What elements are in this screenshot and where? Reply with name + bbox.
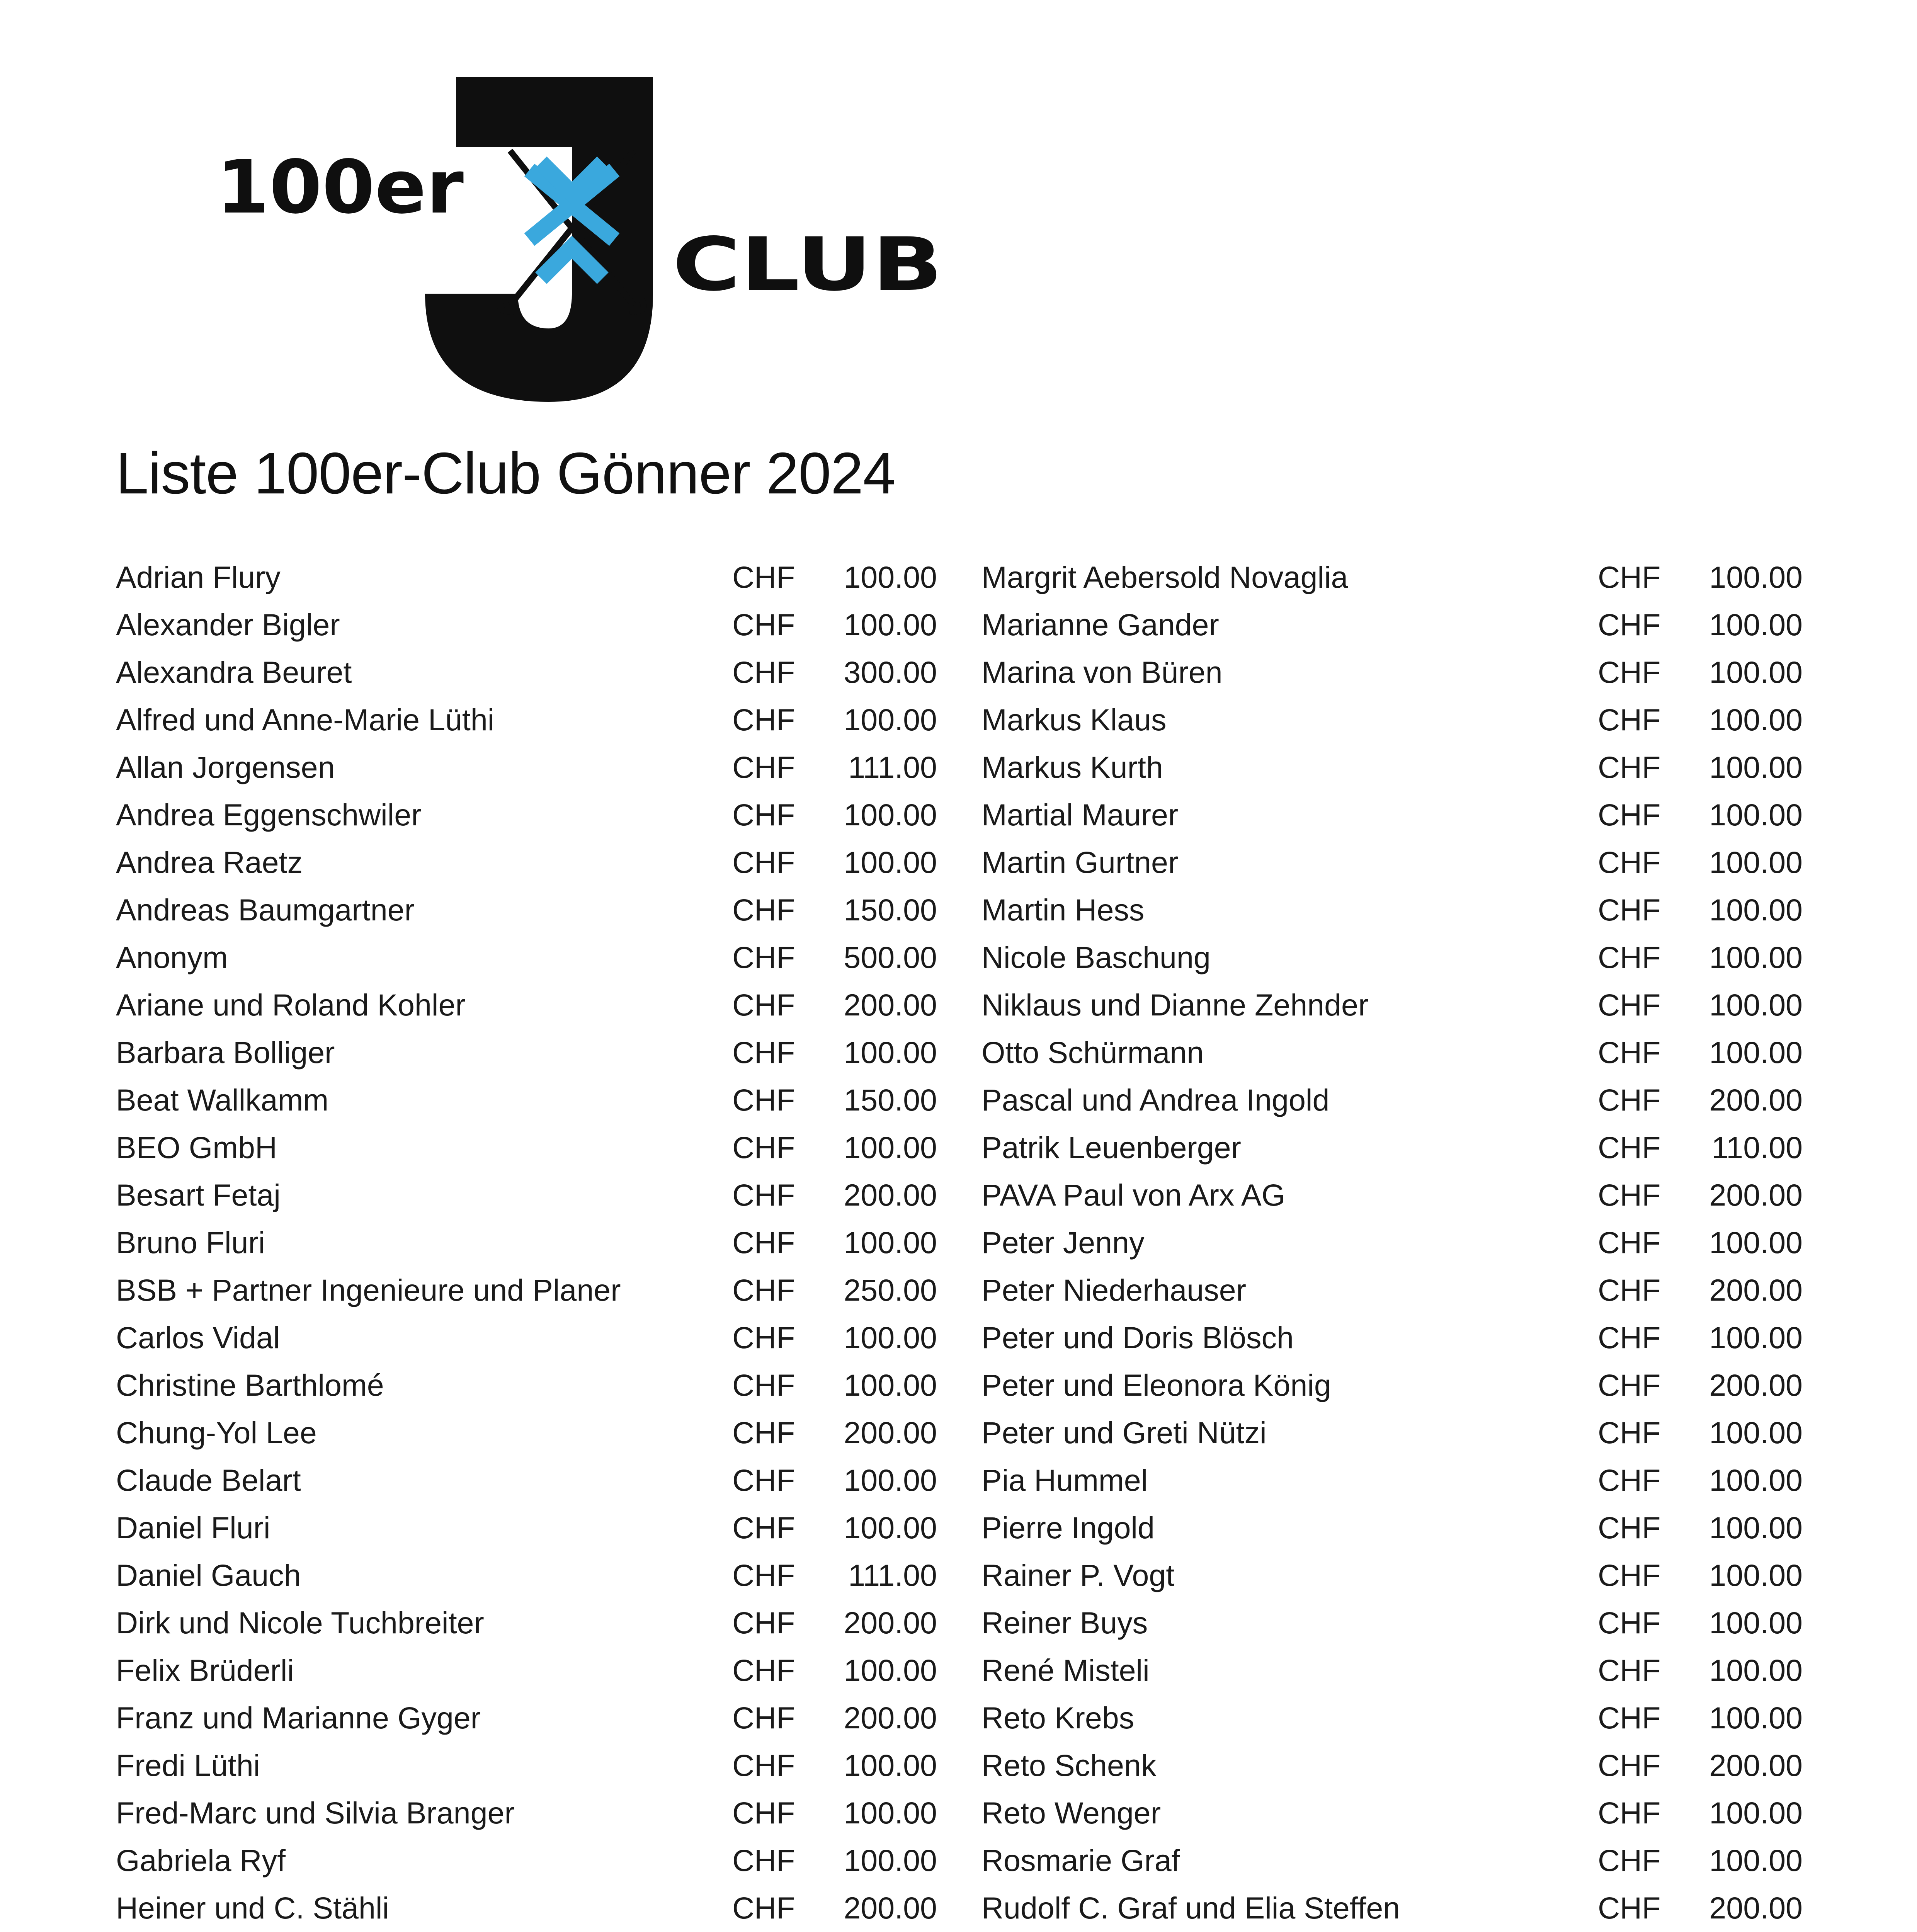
- donor-currency: CHF: [1598, 798, 1661, 832]
- donor-currency: CHF: [1598, 1083, 1661, 1117]
- donor-name: Besart Fetaj: [116, 1178, 281, 1212]
- donor-currency: CHF: [1598, 1320, 1661, 1355]
- donor-amount: 100.00: [844, 1796, 937, 1830]
- donor-amount: 111.00: [848, 1558, 937, 1592]
- donor-currency: CHF: [1598, 1415, 1661, 1450]
- donor-currency: CHF: [1598, 750, 1661, 784]
- donor-currency: CHF: [732, 750, 795, 784]
- donor-currency: CHF: [1598, 702, 1661, 737]
- page-title: Liste 100er-Club Gönner 2024: [116, 440, 895, 506]
- donor-name: Carlos Vidal: [116, 1320, 280, 1355]
- donor-currency: CHF: [732, 1083, 795, 1117]
- donor-name: Peter und Eleonora König: [981, 1368, 1331, 1402]
- donor-amount: 100.00: [1709, 1510, 1803, 1545]
- donor-amount: 100.00: [1709, 1558, 1803, 1592]
- donor-amount: 200.00: [1709, 1891, 1803, 1925]
- donor-name: Martin Gurtner: [981, 845, 1179, 879]
- donor-amount: 100.00: [844, 607, 937, 642]
- donor-name: Reiner Buys: [981, 1605, 1148, 1640]
- donor-amount: 100.00: [844, 1368, 937, 1402]
- donor-name: Adrian Flury: [116, 560, 281, 594]
- donor-amount: 200.00: [1709, 1748, 1803, 1782]
- donor-name: Felix Brüderli: [116, 1653, 294, 1687]
- donor-currency: CHF: [732, 845, 795, 879]
- donor-currency: CHF: [1598, 1891, 1661, 1925]
- donor-amount: 200.00: [844, 1891, 937, 1925]
- donor-currency: CHF: [732, 1368, 795, 1402]
- donor-currency: CHF: [1598, 1748, 1661, 1782]
- donor-name: Anonym: [116, 940, 228, 975]
- donor-name: Markus Klaus: [981, 702, 1167, 737]
- donor-name: Nicole Baschung: [981, 940, 1211, 975]
- donor-currency: CHF: [1598, 607, 1661, 642]
- donor-name: Gabriela Ryf: [116, 1843, 286, 1878]
- donor-name: PAVA Paul von Arx AG: [981, 1178, 1286, 1212]
- donor-name: Alexandra Beuret: [116, 655, 352, 689]
- donor-currency: CHF: [732, 1273, 795, 1307]
- donor-currency: CHF: [732, 1320, 795, 1355]
- donor-currency: CHF: [1598, 1701, 1661, 1735]
- donor-currency: CHF: [1598, 845, 1661, 879]
- donor-amount: 100.00: [1709, 655, 1803, 689]
- donor-amount: 300.00: [844, 655, 937, 689]
- donor-currency: CHF: [1598, 1035, 1661, 1070]
- donor-currency: CHF: [732, 1605, 795, 1640]
- donor-name: Reto Wenger: [981, 1796, 1161, 1830]
- donor-amount: 100.00: [844, 1320, 937, 1355]
- donor-name: Beat Wallkamm: [116, 1083, 329, 1117]
- donor-currency: CHF: [1598, 655, 1661, 689]
- donor-amount: 100.00: [844, 1225, 937, 1260]
- donor-name: Marianne Gander: [981, 607, 1219, 642]
- donor-currency: CHF: [1598, 1273, 1661, 1307]
- donor-currency: CHF: [732, 1178, 795, 1212]
- donor-currency: CHF: [732, 1558, 795, 1592]
- donor-name: Peter Jenny: [981, 1225, 1145, 1260]
- donor-name: Rosmarie Graf: [981, 1843, 1180, 1878]
- donor-amount: 100.00: [844, 560, 937, 594]
- donor-amount: 100.00: [844, 1035, 937, 1070]
- donor-name: Martin Hess: [981, 893, 1145, 927]
- donor-amount: 100.00: [1709, 988, 1803, 1022]
- donor-currency: CHF: [732, 1415, 795, 1450]
- donor-currency: CHF: [1598, 1653, 1661, 1687]
- logo-text-100er: 100er: [216, 145, 464, 230]
- donor-amount: 100.00: [844, 1748, 937, 1782]
- donor-currency: CHF: [1598, 893, 1661, 927]
- donor-name: Reto Krebs: [981, 1701, 1135, 1735]
- donor-currency: CHF: [732, 1796, 795, 1830]
- donor-name: Pia Hummel: [981, 1463, 1148, 1497]
- donor-currency: CHF: [1598, 1368, 1661, 1402]
- donor-currency: CHF: [732, 1843, 795, 1878]
- donor-amount: 200.00: [1709, 1178, 1803, 1212]
- donor-name: Chung-Yol Lee: [116, 1415, 317, 1450]
- club-logo: [209, 77, 951, 410]
- donor-currency: CHF: [1598, 560, 1661, 594]
- donor-name: Reto Schenk: [981, 1748, 1157, 1782]
- donor-currency: CHF: [732, 988, 795, 1022]
- donor-amount: 100.00: [844, 1843, 937, 1878]
- donor-currency: CHF: [732, 560, 795, 594]
- donor-amount: 200.00: [844, 1701, 937, 1735]
- donor-name: Allan Jorgensen: [116, 750, 335, 784]
- donor-currency: CHF: [732, 1653, 795, 1687]
- donor-currency: CHF: [732, 607, 795, 642]
- donor-amount: 200.00: [844, 988, 937, 1022]
- donor-currency: CHF: [732, 1463, 795, 1497]
- donor-amount: 100.00: [844, 1510, 937, 1545]
- donor-name: Andrea Eggenschwiler: [116, 798, 422, 832]
- donor-amount: 200.00: [1709, 1273, 1803, 1307]
- donor-amount: 200.00: [844, 1178, 937, 1212]
- donor-name: Rudolf C. Graf und Elia Steffen: [981, 1891, 1400, 1925]
- donor-currency: CHF: [1598, 1558, 1661, 1592]
- donor-amount: 100.00: [1709, 893, 1803, 927]
- donor-amount: 100.00: [1709, 607, 1803, 642]
- donor-currency: CHF: [732, 1225, 795, 1260]
- donor-currency: CHF: [732, 1701, 795, 1735]
- donor-amount: 100.00: [1709, 1035, 1803, 1070]
- donor-name: Martial Maurer: [981, 798, 1179, 832]
- donor-amount: 100.00: [1709, 1653, 1803, 1687]
- donor-name: Pierre Ingold: [981, 1510, 1155, 1545]
- donor-currency: CHF: [1598, 1130, 1661, 1165]
- donor-amount: 500.00: [844, 940, 937, 975]
- donor-name: Christine Barthlomé: [116, 1368, 384, 1402]
- donor-amount: 100.00: [1709, 1843, 1803, 1878]
- donor-amount: 100.00: [844, 845, 937, 879]
- donor-amount: 100.00: [1709, 1605, 1803, 1640]
- donor-name: Fred-Marc und Silvia Branger: [116, 1796, 515, 1830]
- donor-currency: CHF: [1598, 1463, 1661, 1497]
- donor-name: Margrit Aebersold Novaglia: [981, 560, 1348, 594]
- donor-name: Peter und Doris Blösch: [981, 1320, 1294, 1355]
- donor-currency: CHF: [732, 893, 795, 927]
- donor-amount: 100.00: [1709, 1225, 1803, 1260]
- donor-amount: 150.00: [844, 893, 937, 927]
- donor-amount: 200.00: [1709, 1083, 1803, 1117]
- donor-name: Andreas Baumgartner: [116, 893, 415, 927]
- donor-name: Alexander Bigler: [116, 607, 340, 642]
- donor-amount: 100.00: [1709, 1463, 1803, 1497]
- donor-name: Marina von Büren: [981, 655, 1223, 689]
- donor-amount: 250.00: [844, 1273, 937, 1307]
- donor-name: Fredi Lüthi: [116, 1748, 260, 1782]
- donor-name: Otto Schürmann: [981, 1035, 1204, 1070]
- donor-currency: CHF: [732, 798, 795, 832]
- donor-amount: 111.00: [848, 750, 937, 784]
- donor-name: Daniel Fluri: [116, 1510, 270, 1545]
- donor-name: Heiner und C. Stähli: [116, 1891, 389, 1925]
- donor-amount: 200.00: [1709, 1368, 1803, 1402]
- donor-name: René Misteli: [981, 1653, 1150, 1687]
- donor-amount: 100.00: [844, 1130, 937, 1165]
- logo-text-club: CLUB: [672, 222, 943, 307]
- donor-amount: 100.00: [1709, 845, 1803, 879]
- donor-amount: 100.00: [1709, 1320, 1803, 1355]
- donor-currency: CHF: [1598, 1178, 1661, 1212]
- donor-amount: 100.00: [1709, 1796, 1803, 1830]
- donor-amount: 150.00: [844, 1083, 937, 1117]
- donor-name: Rainer P. Vogt: [981, 1558, 1175, 1592]
- donor-amount: 100.00: [1709, 750, 1803, 784]
- donor-amount: 200.00: [844, 1415, 937, 1450]
- donor-currency: CHF: [1598, 1796, 1661, 1830]
- donor-currency: CHF: [732, 1891, 795, 1925]
- donor-name: Markus Kurth: [981, 750, 1163, 784]
- donor-amount: 100.00: [1709, 940, 1803, 975]
- donor-currency: CHF: [732, 940, 795, 975]
- donor-name: Alfred und Anne-Marie Lüthi: [116, 702, 495, 737]
- donor-currency: CHF: [732, 1130, 795, 1165]
- donor-name: Franz und Marianne Gyger: [116, 1701, 481, 1735]
- donor-name: BSB + Partner Ingenieure und Planer: [116, 1273, 621, 1307]
- donor-currency: CHF: [732, 702, 795, 737]
- donor-name: Dirk und Nicole Tuchbreiter: [116, 1605, 484, 1640]
- donor-currency: CHF: [732, 1748, 795, 1782]
- donor-currency: CHF: [732, 1510, 795, 1545]
- donor-currency: CHF: [732, 655, 795, 689]
- donor-amount: 100.00: [1709, 702, 1803, 737]
- donor-amount: 200.00: [844, 1605, 937, 1640]
- donor-currency: CHF: [1598, 1843, 1661, 1878]
- donor-currency: CHF: [1598, 940, 1661, 975]
- donor-amount: 100.00: [1709, 1701, 1803, 1735]
- donor-name: Daniel Gauch: [116, 1558, 301, 1592]
- donor-amount: 100.00: [844, 1653, 937, 1687]
- donor-currency: CHF: [1598, 1510, 1661, 1545]
- donor-name: Ariane und Roland Kohler: [116, 988, 466, 1022]
- donor-amount: 100.00: [1709, 560, 1803, 594]
- donor-name: BEO GmbH: [116, 1130, 277, 1165]
- donor-name: Bruno Fluri: [116, 1225, 265, 1260]
- donor-amount: 100.00: [1709, 798, 1803, 832]
- donor-name: Claude Belart: [116, 1463, 301, 1497]
- donor-name: Barbara Bolliger: [116, 1035, 335, 1070]
- donor-currency: CHF: [1598, 1605, 1661, 1640]
- donor-amount: 100.00: [844, 798, 937, 832]
- donor-name: Pascal und Andrea Ingold: [981, 1083, 1330, 1117]
- donor-amount: 110.00: [1711, 1130, 1803, 1165]
- donor-currency: CHF: [732, 1035, 795, 1070]
- donor-amount: 100.00: [844, 1463, 937, 1497]
- donor-name: Peter Niederhauser: [981, 1273, 1247, 1307]
- donor-amount: 100.00: [844, 702, 937, 737]
- donor-name: Andrea Raetz: [116, 845, 303, 879]
- donor-name: Patrik Leuenberger: [981, 1130, 1241, 1165]
- donor-currency: CHF: [1598, 1225, 1661, 1260]
- donor-name: Niklaus und Dianne Zehnder: [981, 988, 1369, 1022]
- donor-currency: CHF: [1598, 988, 1661, 1022]
- donor-amount: 100.00: [1709, 1415, 1803, 1450]
- donor-name: Peter und Greti Nützi: [981, 1415, 1267, 1450]
